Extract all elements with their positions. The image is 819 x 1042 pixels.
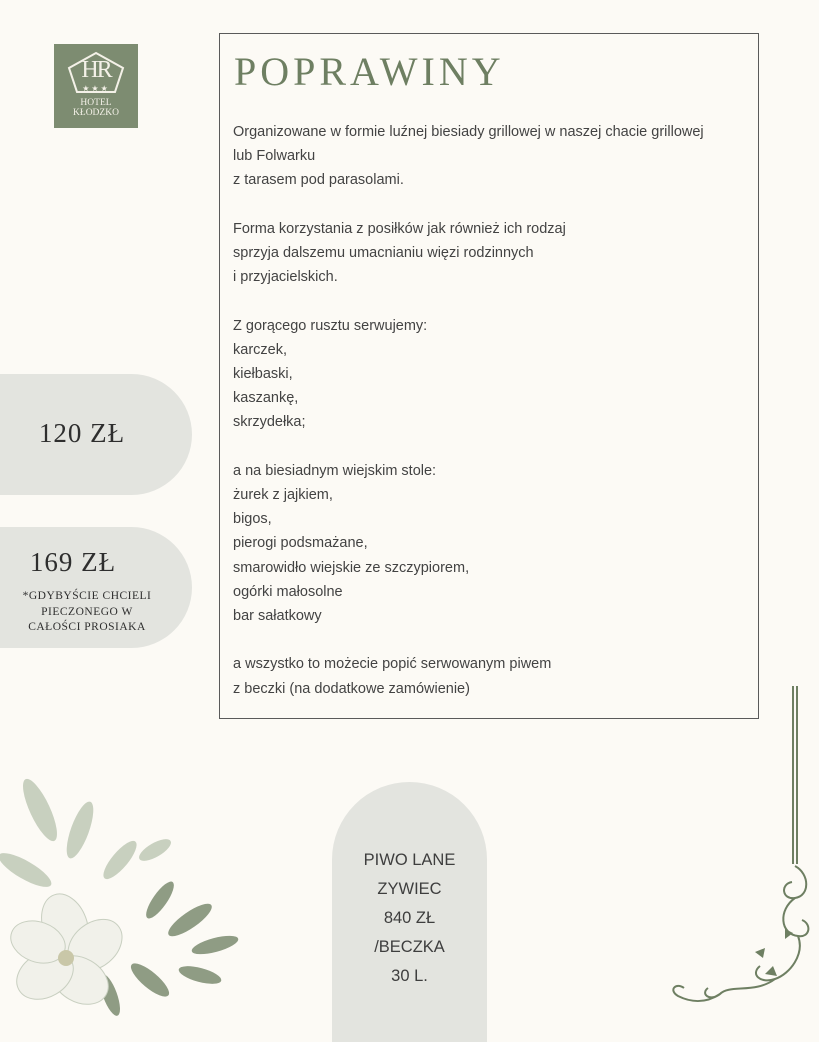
text-line: żurek z jajkiem, <box>233 487 333 503</box>
beer-arch <box>332 782 487 1042</box>
logo-name <box>73 98 119 118</box>
beer-line1: PIWO LANE <box>363 851 456 869</box>
paragraph <box>233 120 753 193</box>
floral-decoration-icon <box>0 770 260 1024</box>
text-line: ogórki małosolne <box>233 583 343 600</box>
text-line: pierogi podsmażane, <box>233 535 368 552</box>
text-line: a na biesiadnym wiejskim stole: <box>233 462 437 479</box>
paragraph <box>233 314 753 435</box>
logo-name-line2: KŁODZKO <box>73 108 119 118</box>
beer-line2: ZYWIEC <box>377 880 442 898</box>
paragraph <box>233 459 753 628</box>
text-line: Forma korzystania z posiłków jak również ich rodzaj <box>233 220 566 237</box>
price-pill-pig <box>0 527 192 648</box>
price-note-line3: CAŁOŚCI PROSIAKA <box>28 621 146 633</box>
price-pill-standard <box>0 374 192 495</box>
price-note-line2: PIECZONEGO W <box>41 605 133 618</box>
text-line: a wszystko to możecie popić serwowanym piwem <box>233 656 552 673</box>
text-line: smarowidło wiejskie ze szczypiorem, <box>233 559 470 576</box>
beer-info <box>332 846 487 991</box>
text-line: skrzydełka; <box>233 414 306 431</box>
page-title: POPRAWINY <box>234 49 505 94</box>
beer-line3: 840 ZŁ <box>383 909 436 927</box>
price-standard: 120 ZŁ <box>38 418 126 448</box>
beer-line5: 30 L. <box>391 967 428 985</box>
hotel-logo <box>54 44 138 128</box>
text-line: Organizowane w formie luźnej biesiady grillowej w naszej chacie grillowej <box>233 124 704 140</box>
logo-name-line1: HOTEL <box>80 98 112 108</box>
text-line: kaszankę, <box>233 390 299 407</box>
beer-line4: /BECZKA <box>374 938 445 956</box>
description-text <box>233 120 753 725</box>
corner-ornament-icon <box>660 684 815 1019</box>
text-line: z beczki (na dodatkowe zamówienie) <box>233 680 470 697</box>
description-box <box>219 33 759 719</box>
text-line: z tarasem pod parasolami. <box>233 172 404 189</box>
price-with-pig: 169 ZŁ <box>29 547 117 577</box>
logo-monogram: HR <box>81 57 111 83</box>
text-line: sprzyja dalszemu umacnianiu więzi rodzinnych <box>233 245 534 261</box>
text-line: lub Folwarku <box>233 148 316 165</box>
logo-stars: ★★★ <box>82 84 110 93</box>
price-note <box>0 589 174 636</box>
price-note-line1: *GDYBYŚCIE CHCIELI <box>22 590 152 602</box>
text-line: karczek, <box>233 341 287 358</box>
text-line: kiełbaski, <box>233 366 293 382</box>
paragraph <box>233 217 753 290</box>
text-line: bigos, <box>233 511 272 528</box>
text-line: bar sałatkowy <box>233 608 322 625</box>
text-line: i przyjacielskich. <box>233 269 338 286</box>
text-line: Z gorącego rusztu serwujemy: <box>233 317 428 334</box>
